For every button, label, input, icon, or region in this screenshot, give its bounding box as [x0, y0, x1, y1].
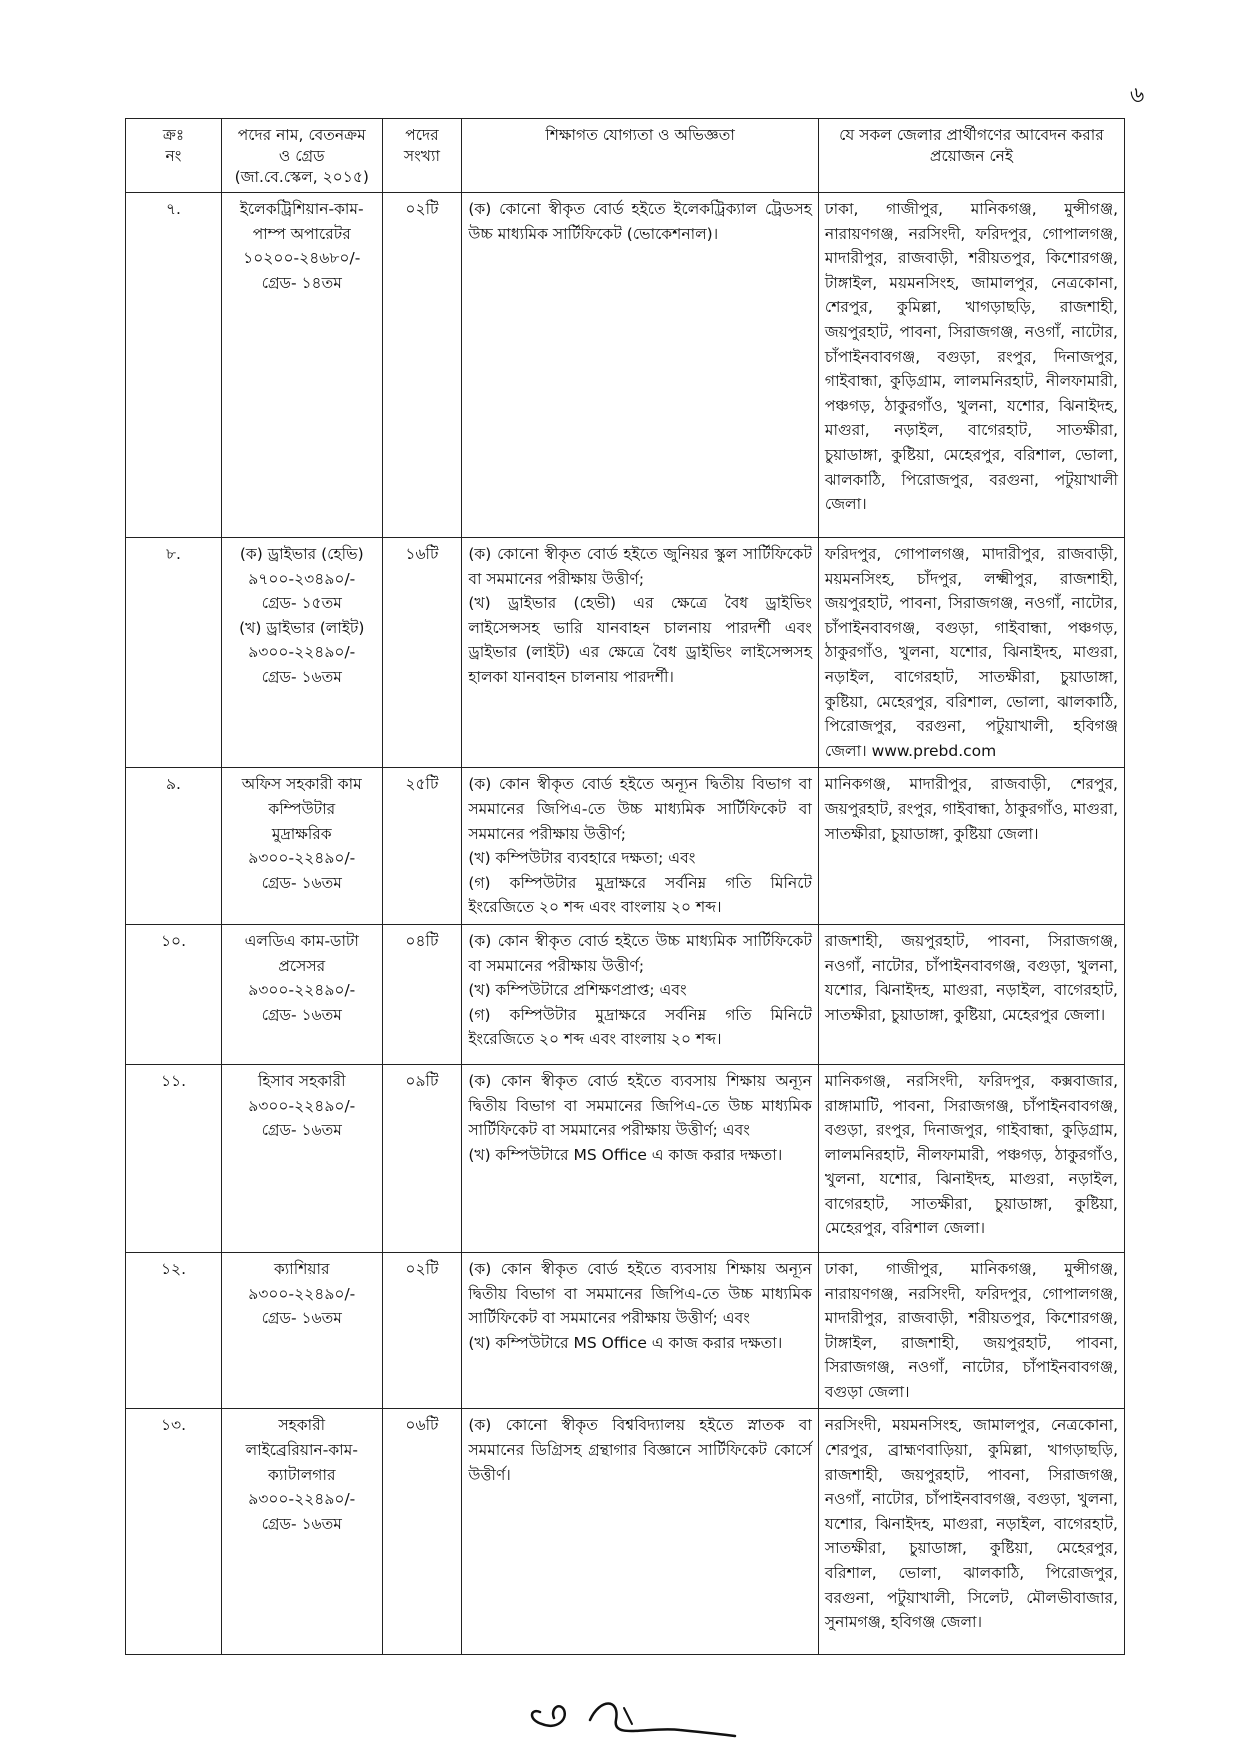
row-post — [221, 1064, 382, 1252]
job-posts-table — [125, 118, 1125, 1655]
row-districts: মানিকগঞ্জ, নরসিংদী, ফরিদপুর, কক্সবাজার, রাঙ্গামাটি, পাবনা, সিরাজগঞ্জ, চাঁপাইনবাবগঞ্জ, বগুড়া, রংপুর, দিনাজপুর, গাইবান্ধা, কুড়িগ্রাম, লালমনিরহাট, নীলফামারী, পঞ্চগড়, ঠাকুরগাঁও, খুলনা, যশোর, ঝিনাইদহ, মাগুরা, নড়াইল, বাগেরহাট, সাতক্ষীরা, চুয়াডাঙ্গা, কুষ্টিয়া, মেহেরপুর, বরিশাল জেলা। — [818, 1064, 1124, 1252]
header-qualification — [462, 119, 819, 193]
row-qualification — [462, 538, 819, 768]
header-post — [221, 119, 382, 193]
post-line: ইলেকট্রিশিয়ান-কাম- — [239, 200, 364, 218]
qualification-item: (খ) ড্রাইভার (হেভী) এর ক্ষেত্রে বৈধ ড্রাইভিং লাইসেন্সসহ ভারি যানবাহন চালনায় পারদর্শী এবং ড্রাইভার (লাইট) এর ক্ষেত্রে বৈধ ড্রাইভিং লাইসেন্সসহ হালকা যানবাহন চালনায় পারদর্শী। — [468, 594, 812, 686]
header-serial — [126, 119, 222, 193]
post-line: ক্যাটালগার — [267, 1465, 336, 1484]
post-line: গ্রেড- ১৬তম — [261, 1121, 342, 1140]
qualification-item: (খ) কম্পিউটারে প্রশিক্ষণপ্রাপ্ত; এবং — [468, 981, 687, 1000]
qualification-item: (খ) কম্পিউটারে MS Office এ কাজ করার দক্ষতা। — [468, 1145, 783, 1164]
post-line: ৯৩০০-২২৪৯০/- — [248, 1490, 356, 1509]
qualification-item: (ক) কোন স্বীকৃত বোর্ড হইতে ব্যবসায় শিক্ষায় অন্যূন দ্বিতীয় বিভাগ বা সমমানের জিপিএ-তে উচ্চ মাধ্যমিক সার্টিফিকেট বা সমমানের পরীক্ষায় উত্তীর্ণ; এবং — [468, 1259, 812, 1328]
row-serial: ১৩. — [126, 1409, 222, 1655]
row-count: ০৬টি — [382, 1409, 462, 1655]
post-line: (ক) ড্রাইভার (হেভি) — [239, 545, 364, 563]
table-header-row — [126, 119, 1125, 193]
post-line: গ্রেড- ১৬তম — [261, 667, 342, 686]
row-post — [221, 924, 382, 1064]
qualification-item: (গ) কম্পিউটার মুদ্রাক্ষরে সর্বনিম্ন গতি মিনিটে ইংরেজিতে ২০ শব্দ এবং বাংলায় ২০ শব্দ। — [468, 1005, 812, 1049]
post-line: ৯৩০০-২২৪৯০/- — [248, 1096, 356, 1115]
header-post-line: (জা.বে.স্কেল, ২০১৫) — [234, 168, 369, 186]
row-serial: ৭. — [126, 193, 222, 538]
post-line: গ্রেড- ১৫তম — [261, 594, 342, 613]
row-count: ০৯টি — [382, 1064, 462, 1252]
row-districts: মানিকগঞ্জ, মাদারীপুর, রাজবাড়ী, শেরপুর, জয়পুরহাট, রংপুর, গাইবান্ধা, ঠাকুরগাঁও, মাগুরা, সাতক্ষীরা, চুয়াডাঙ্গা, কুষ্টিয়া জেলা। — [818, 768, 1124, 925]
post-line: কম্পিউটার — [268, 799, 336, 818]
page-number-mark: ৬ — [1130, 83, 1147, 108]
post-line: ৯৩০০-২২৪৯০/- — [248, 849, 356, 868]
table-row — [126, 1252, 1125, 1409]
table-row — [126, 193, 1125, 538]
row-qualification — [462, 1409, 819, 1655]
post-line: গ্রেড- ১৬তম — [261, 1309, 342, 1328]
header-serial-line: ক্রঃ — [162, 126, 185, 144]
header-districts — [818, 119, 1124, 193]
row-qualification — [462, 193, 819, 538]
row-post — [221, 768, 382, 925]
table-row — [126, 924, 1125, 1064]
row-serial: ১০. — [126, 924, 222, 1064]
qualification-item: (গ) কম্পিউটার মুদ্রাক্ষরে সর্বনিম্ন গতি মিনিটে ইংরেজিতে ২০ শব্দ এবং বাংলায় ২০ শব্দ। — [468, 873, 812, 917]
post-line: ৯৩০০-২২৪৯০/- — [248, 981, 356, 1000]
header-count — [382, 119, 462, 193]
qualification-item: (ক) কোন স্বীকৃত বোর্ড হইতে অন্যূন দ্বিতীয় বিভাগ বা সমমানের জিপিএ-তে উচ্চ মাধ্যমিক সার্টিফিকেট বা সমমানের পরীক্ষায় উত্তীর্ণ; — [468, 775, 812, 843]
row-count: ২৫টি — [382, 768, 462, 925]
post-line: ১০২০০-২৪৬৮০/- — [243, 249, 361, 268]
row-count: ১৬টি — [382, 538, 462, 768]
row-post — [221, 1252, 382, 1409]
qualification-item: (খ) কম্পিউটারে MS Office এ কাজ করার দক্ষতা। — [468, 1333, 783, 1352]
row-count: ০৪টি — [382, 924, 462, 1064]
row-qualification — [462, 924, 819, 1064]
row-serial: ১২. — [126, 1252, 222, 1409]
table-row — [126, 1409, 1125, 1655]
qualification-item: (ক) কোনো স্বীকৃত বোর্ড হইতে ইলেকট্রিক্যাল ট্রেডসহ উচ্চ মাধ্যমিক সার্টিফিকেট (ভোকেশনাল)। — [468, 200, 812, 243]
post-line: ক্যাশিয়ার — [273, 1259, 330, 1278]
post-line: গ্রেড- ১৪তম — [261, 273, 342, 292]
post-line: (খ) ড্রাইভার (লাইট) — [239, 618, 365, 637]
row-districts: ঢাকা, গাজীপুর, মানিকগঞ্জ, মুন্সীগঞ্জ, নারায়ণগঞ্জ, নরসিংদী, ফরিদপুর, গোপালগঞ্জ, মাদারীপুর, রাজবাড়ী, শরীয়তপুর, কিশোরগঞ্জ, টাঙ্গাইল, রাজশাহী, জয়পুরহাট, পাবনা, সিরাজগঞ্জ, নওগাঁ, নাটোর, চাঁপাইনবাবগঞ্জ, বগুড়া জেলা। — [818, 1252, 1124, 1409]
header-count-line: পদের — [405, 126, 439, 144]
header-qualification-line: শিক্ষাগত যোগ্যতা ও অভিজ্ঞতা — [545, 126, 735, 144]
post-line: গ্রেড- ১৬তম — [261, 1005, 342, 1024]
table-row — [126, 768, 1125, 925]
post-line: প্রসেসর — [278, 956, 326, 975]
table-row — [126, 1064, 1125, 1252]
post-line: লাইব্রেরিয়ান-কাম- — [245, 1441, 358, 1460]
row-post — [221, 1409, 382, 1655]
header-count-line: সংখ্যা — [403, 147, 440, 165]
header-districts-line: যে সকল জেলার প্রার্থীগণের আবেদন করার — [839, 126, 1104, 144]
row-serial: ৮. — [126, 538, 222, 768]
post-line: ৯৭০০-২৩৪৯০/- — [248, 569, 356, 588]
post-line: গ্রেড- ১৬তম — [261, 1514, 342, 1533]
post-line: মুদ্রাক্ষরিক — [271, 824, 332, 843]
post-line: ৯৩০০-২২৪৯০/- — [248, 643, 356, 662]
qualification-item: (ক) কোনো স্বীকৃত বিশ্ববিদ্যালয় হইতে স্নাতক বা সমমানের ডিগ্রিসহ গ্রন্থাগার বিজ্ঞানে সার্টিফিকেট কোর্সে উত্তীর্ণ। — [468, 1416, 812, 1484]
table-row — [126, 538, 1125, 768]
post-line: পাম্প অপারেটর — [252, 224, 351, 243]
row-count: ০২টি — [382, 1252, 462, 1409]
qualification-item: (ক) কোন স্বীকৃত বোর্ড হইতে ব্যবসায় শিক্ষায় অন্যূন দ্বিতীয় বিভাগ বা সমমানের জিপিএ-তে উচ্চ মাধ্যমিক সার্টিফিকেট বা সমমানের পরীক্ষায় উত্তীর্ণ; এবং — [468, 1071, 812, 1140]
row-qualification — [462, 1064, 819, 1252]
handwritten-signature-icon — [520, 1690, 760, 1750]
row-post — [221, 193, 382, 538]
row-districts: নরসিংদী, ময়মনসিংহ, জামালপুর, নেত্রকোনা, শেরপুর, ব্রাহ্মণবাড়িয়া, কুমিল্লা, খাগড়াছড়ি, রাজশাহী, জয়পুরহাট, পাবনা, সিরাজগঞ্জ, নওগাঁ, নাটোর, চাঁপাইনবাবগঞ্জ, বগুড়া, খুলনা, যশোর, ঝিনাইদহ, মাগুরা, নড়াইল, বাগেরহাট, সাতক্ষীরা, চুয়াডাঙ্গা, কুষ্টিয়া, মেহেরপুর, বরিশাল, ভোলা, ঝালকাঠি, পিরোজপুর, বরগুনা, পটুয়াখালী, সিলেট, মৌলভীবাজার, সুনামগঞ্জ, হবিগঞ্জ জেলা। — [818, 1409, 1124, 1655]
post-line: ৯৩০০-২২৪৯০/- — [248, 1284, 356, 1303]
row-districts: ফরিদপুর, গোপালগঞ্জ, মাদারীপুর, রাজবাড়ী, ময়মনসিংহ, চাঁদপুর, লক্ষ্মীপুর, রাজশাহী, জয়পুরহাট, পাবনা, সিরাজগঞ্জ, নওগাঁ, নাটোর, চাঁপাইনবাবগঞ্জ, বগুড়া, গাইবান্ধা, পঞ্চগড়, ঠাকুরগাঁও, খুলনা, যশোর, ঝিনাইদহ, মাগুরা, নড়াইল, বাগেরহাট, সাতক্ষীরা, চুয়াডাঙ্গা, কুষ্টিয়া, মেহেরপুর, বরিশাল, ভোলা, ঝালকাঠি, পিরোজপুর, বরগুনা, পটুয়াখালী, হবিগঞ্জ জেলা। www.prebd.com — [818, 538, 1124, 768]
row-districts: রাজশাহী, জয়পুরহাট, পাবনা, সিরাজগঞ্জ, নওগাঁ, নাটোর, চাঁপাইনবাবগঞ্জ, বগুড়া, খুলনা, যশোর, ঝিনাইদহ, মাগুরা, নড়াইল, বাগেরহাট, সাতক্ষীরা, চুয়াডাঙ্গা, কুষ্টিয়া, মেহেরপুর জেলা। — [818, 924, 1124, 1064]
row-post — [221, 538, 382, 768]
post-line: হিসাব সহকারী — [257, 1071, 346, 1090]
post-line: এলডিএ কাম-ডাটা — [244, 931, 359, 950]
row-qualification — [462, 1252, 819, 1409]
row-districts: ঢাকা, গাজীপুর, মানিকগঞ্জ, মুন্সীগঞ্জ, নারায়ণগঞ্জ, নরসিংদী, ফরিদপুর, গোপালগঞ্জ, মাদারীপুর, রাজবাড়ী, শরীয়তপুর, কিশোরগঞ্জ, টাঙ্গাইল, ময়মনসিংহ, জামালপুর, নেত্রকোনা, শেরপুর, কুমিল্লা, খাগড়াছড়ি, রাজশাহী, জয়পুরহাট, পাবনা, সিরাজগঞ্জ, নওগাঁ, নাটোর, চাঁপাইনবাবগঞ্জ, বগুড়া, রংপুর, দিনাজপুর, গাইবান্ধা, কুড়িগ্রাম, লালমনিরহাট, নীলফামারী, পঞ্চগড়, ঠাকুরগাঁও, খুলনা, যশোর, ঝিনাইদহ, মাগুরা, নড়াইল, বাগেরহাট, সাতক্ষীরা, চুয়াডাঙ্গা, কুষ্টিয়া, মেহেরপুর, বরিশাল, ভোলা, ঝালকাঠি, পিরোজপুর, বরগুনা, পটুয়াখালী জেলা। — [818, 193, 1124, 538]
post-line: সহকারী — [278, 1416, 326, 1435]
row-qualification — [462, 768, 819, 925]
row-serial: ১১. — [126, 1064, 222, 1252]
qualification-item: (ক) কোন স্বীকৃত বোর্ড হইতে উচ্চ মাধ্যমিক সার্টিফিকেট বা সমমানের পরীক্ষায় উত্তীর্ণ; — [468, 931, 812, 975]
post-line: অফিস সহকারী কাম — [241, 775, 362, 794]
header-post-line: ও গ্রেড — [278, 147, 325, 165]
qualification-item: (খ) কম্পিউটার ব্যবহারে দক্ষতা; এবং — [468, 849, 696, 868]
qualification-item: (ক) কোনো স্বীকৃত বোর্ড হইতে জুনিয়র স্কুল সার্টিফিকেট বা সমমানের পরীক্ষায় উত্তীর্ণ; — [468, 545, 812, 588]
header-serial-line: নং — [165, 147, 182, 165]
header-post-line: পদের নাম, বেতনক্রম — [237, 126, 366, 144]
row-serial: ৯. — [126, 768, 222, 925]
post-line: গ্রেড- ১৬তম — [261, 873, 342, 892]
header-districts-line: প্রয়োজন নেই — [929, 147, 1013, 165]
row-count: ০২টি — [382, 193, 462, 538]
